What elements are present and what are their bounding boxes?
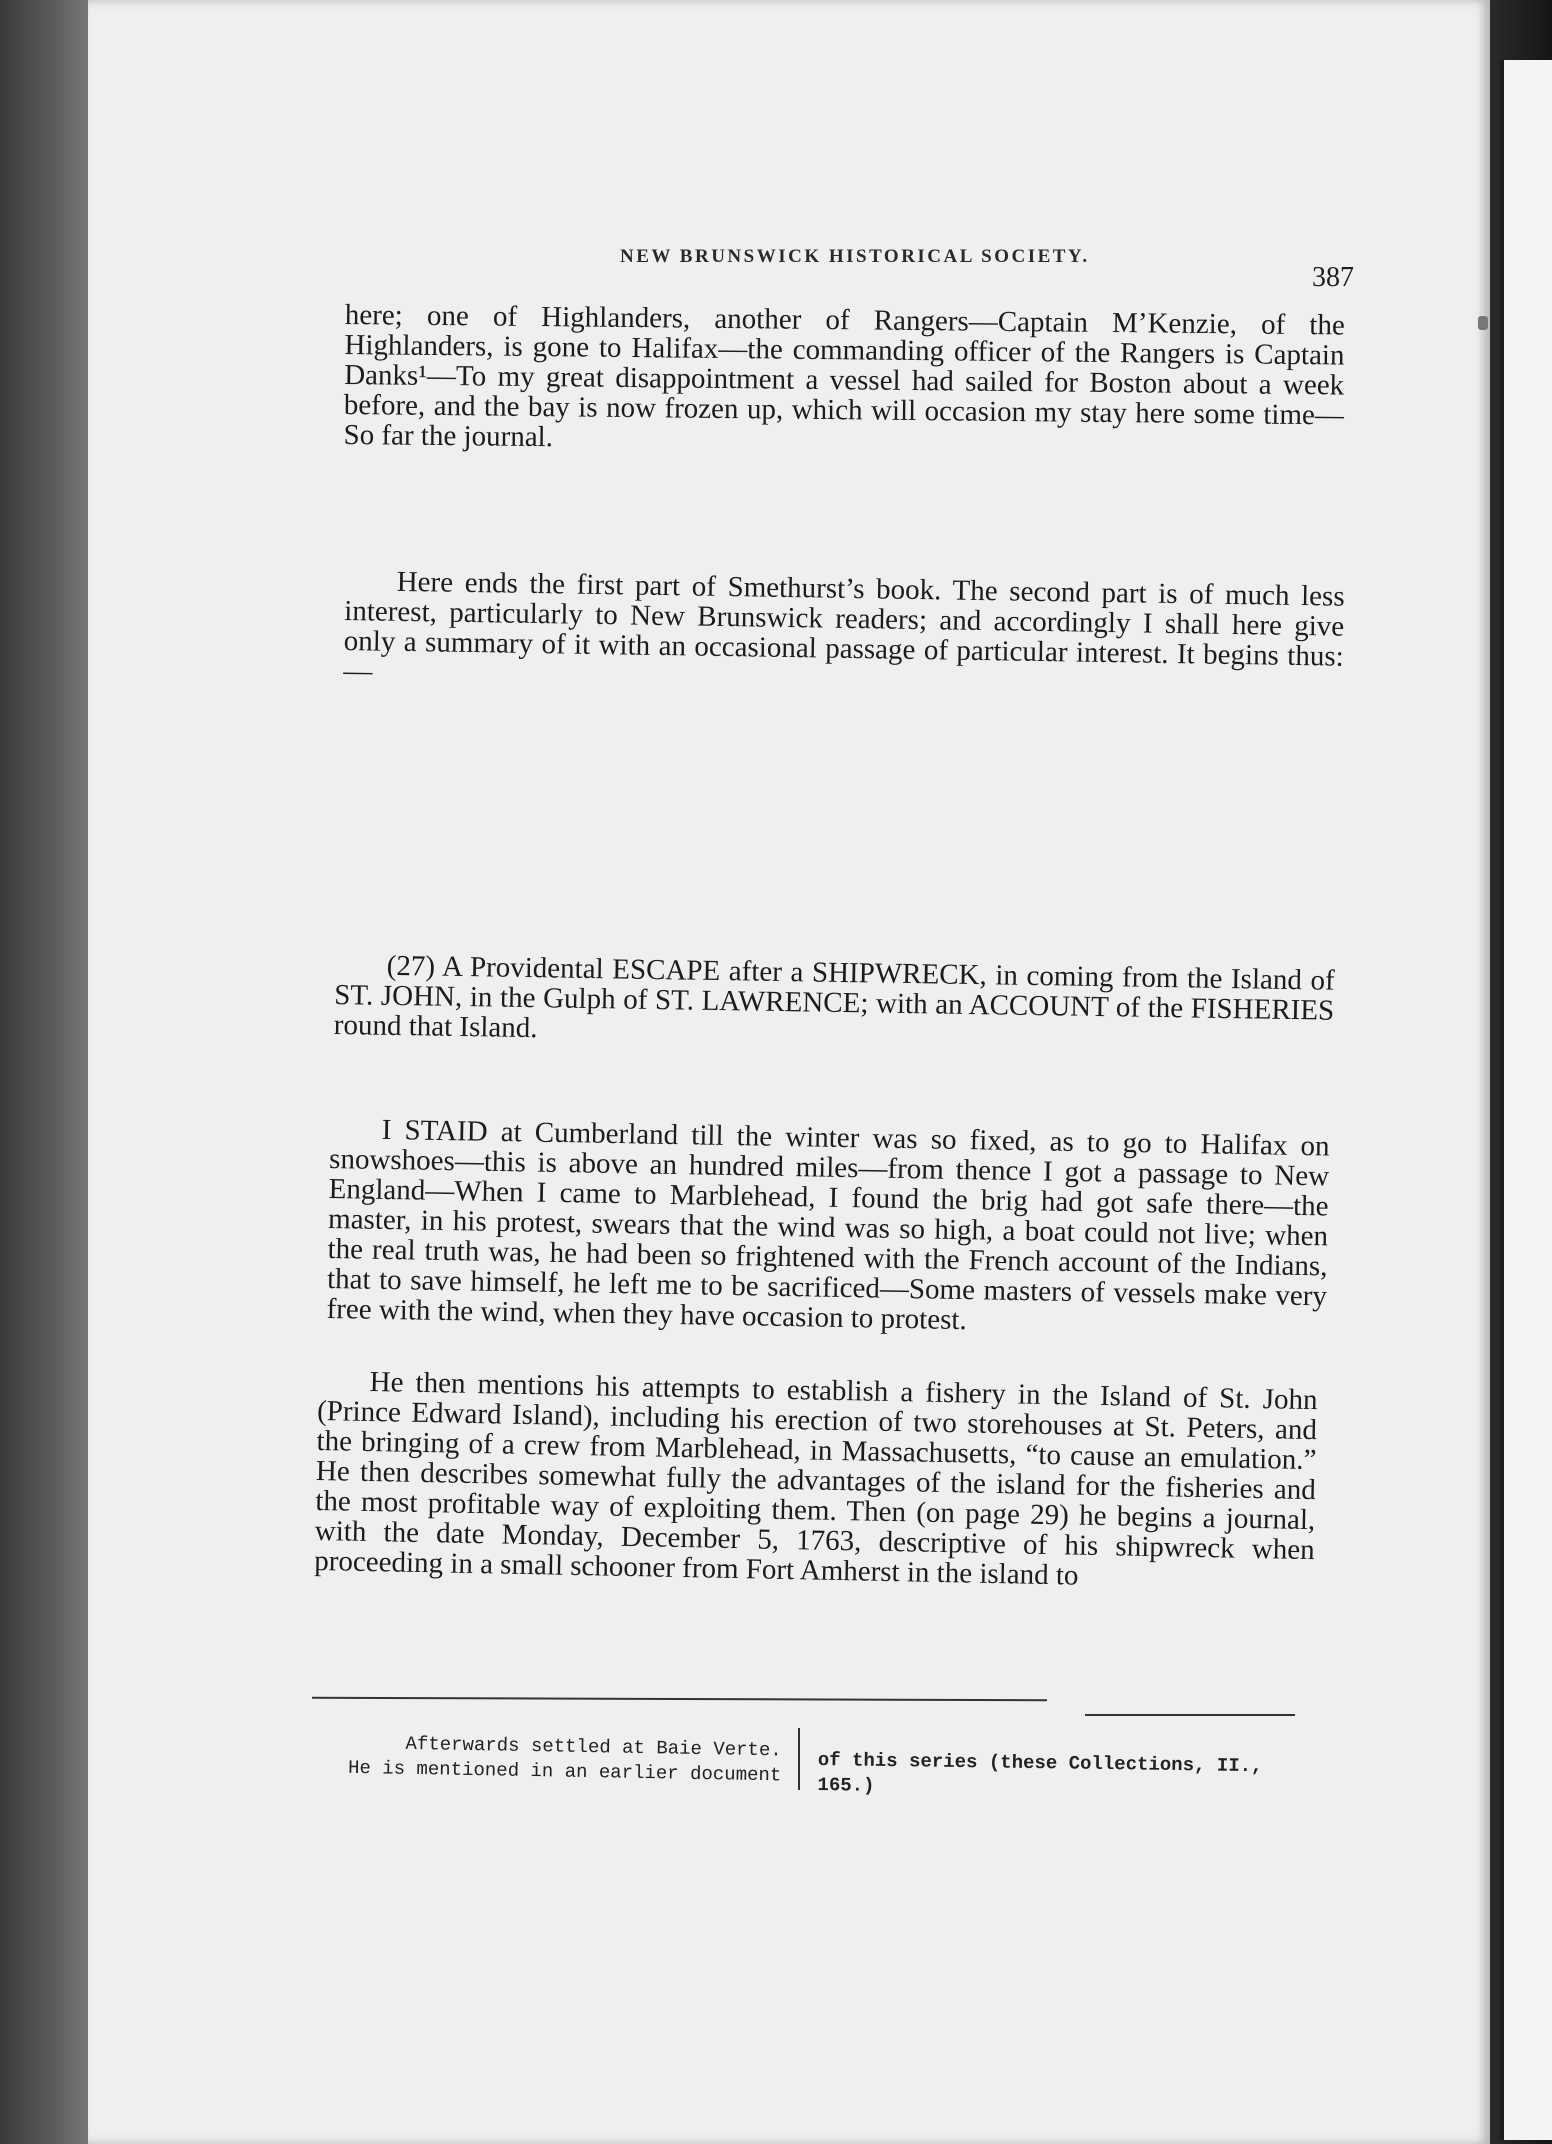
footnote-line: He is mentioned in an earlier document — [347, 1756, 782, 1787]
summary-intro-paragraph — [343, 566, 1345, 702]
journal-continuation-paragraph — [343, 300, 1345, 460]
footnote-line: 165.) — [817, 1773, 875, 1797]
footnote-line: Afterwards settled at Baie Verte. — [405, 1732, 782, 1762]
footnote-right — [817, 1748, 1298, 1805]
footnote-rule-right — [1085, 1714, 1295, 1716]
chapter-heading-text: (27) A Providental ESCAPE after a SHIPWRECK, in coming from the Island of ST. JOHN, in the Gulph of ST. LAWRENCE; with an ACCOUNT of the FISHERIES round that Island. — [333, 949, 1335, 1045]
running-head: NEW BRUNSWICK HISTORICAL SOCIETY. — [620, 246, 1090, 267]
quoted-passage-paragraph — [326, 1114, 1330, 1341]
facing-page-edge — [1500, 60, 1552, 2140]
footnote-column-divider — [798, 1728, 800, 1790]
chapter-heading — [334, 950, 1335, 1056]
page-number: 387 — [1312, 262, 1354, 293]
paragraph-text: here; one of Highlanders, another of Rangers—Captain M’Kenzie, of the Highlanders, is gone to Halifax—the commanding officer of the Rangers is Captain Danks¹—To my great disappointment a vessel had sailed for Boston about a week before, and the bay is now frozen up, which will occasion my stay here some time—So far the journal. — [343, 299, 1345, 454]
paragraph-text: Here ends the first part of Smethurst’s book. The second part is of much less interest, particularly to New Brunswick readers; and accordingly I shall here give only a summary of it with an occasional passage of particular interest. It begins thus:— — [343, 565, 1345, 688]
footnote-line: of this series (these Collections, II., — [817, 1748, 1263, 1778]
footnote-left — [299, 1730, 782, 1788]
binding-mark — [1478, 316, 1488, 330]
scan-background-left — [0, 0, 90, 2144]
fishery-summary-paragraph — [314, 1366, 1318, 1595]
paragraph-text: I STAID at Cumberland till the winter was so fixed, as to go to Halifax on snowshoes—this is above an hundred miles—from thence I got a passage to New England—When I came to Marblehead, I found the brig had got safe there—the master, in his protest, swears that the wind was so high, a boat could not live; when the real truth was, he had been so frightened with the French account of the Indians, that to save himself, he left me to be sacrificed—Some masters of vessels make very free with the wind, when they have occasion to protest. — [326, 1113, 1330, 1337]
paragraph-text: He then mentions his attempts to establish a fishery in the Island of St. John (Prince Edward Island), including his erection of two storehouses at St. Peters, and the bringing of a crew from Marblehead, in Massachusetts, “to cause an emulation.” He then describes somewhat fully the advantages of the island for the fisheries and the most profitable way of exploiting them. Then (on page 29) he begins a journal, with the date Monday, December 5, 1763, descriptive of his shipwreck when proceeding in a small schooner from Fort Amherst in the island to — [313, 1365, 1318, 1592]
